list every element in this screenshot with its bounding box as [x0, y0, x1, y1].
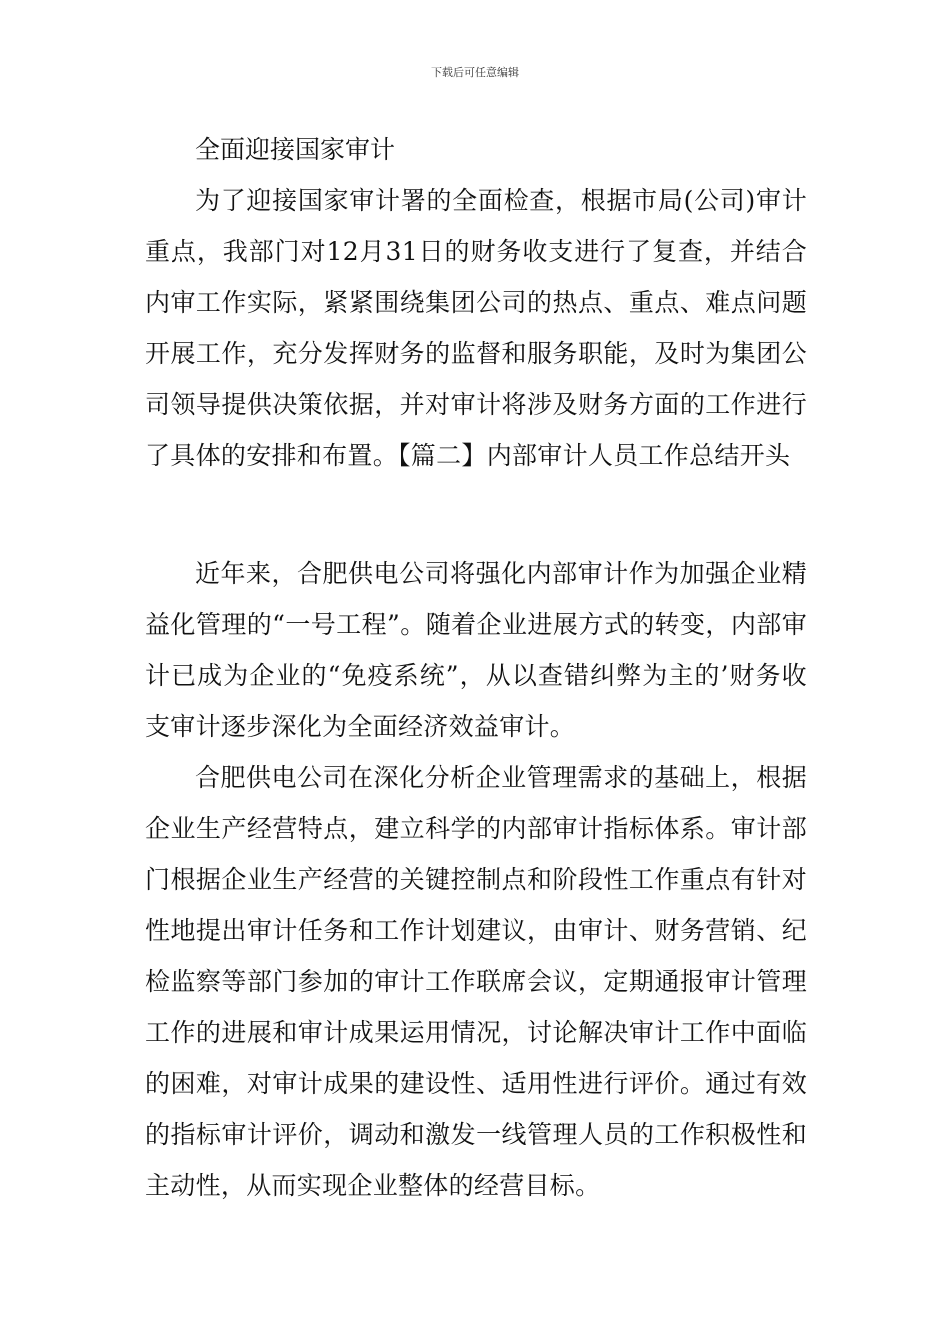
page-header: 下载后可任意编辑: [431, 66, 519, 79]
document-title: 全面迎接国家审计: [195, 135, 396, 164]
paragraph-2: 近年来，合肥供电公司将强化内部审计作为加强企业精益化管理的“一号工程”。随着企业进展方式的转变，内部审计已成为企业的“免疫系统”，从以查错纠弊为主的’财务收支审计逐步深化为全面经济效益审计。: [145, 559, 807, 741]
section-gap: [145, 481, 807, 548]
paragraph-3: 合肥供电公司在深化分析企业管理需求的基础上，根据企业生产经营特点，建立科学的内部审计指标体系。审计部门根据企业生产经营的关键控制点和阶段性工作重点有针对性地提出审计任务和工作计划建议，由审计、财务营销、纪检监察等部门参加的审计工作联席会议，定期通报审计管理工作的进展和审计成果运用情况，讨论解决审计工作中面临的困难，对审计成果的建设性、适用性进行评价。通过有效的指标审计评价，调动和激发一线管理人员的工作积极性和主动性，从而实现企业整体的经营目标。: [145, 763, 807, 1200]
document-body: [145, 124, 807, 1211]
paragraph-1: 为了迎接国家审计署的全面检查，根据市局(公司)审计重点，我部门对12月31日的财务收支进行了复查，并结合内审工作实际，紧紧围绕集团公司的热点、重点、难点问题开展工作，充分发挥财务的监督和服务职能，及时为集团公司领导提供决策依据，并对审计将涉及财务方面的工作进行了具体的安排和布置。【篇二】内部审计人员工作总结开头: [145, 186, 807, 470]
